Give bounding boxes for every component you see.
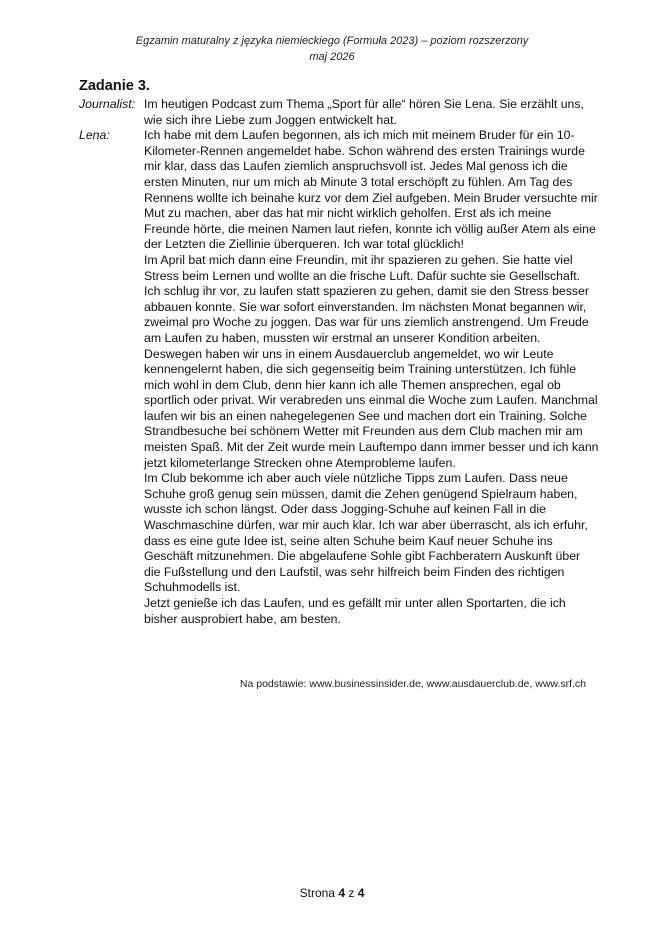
task-title: Zadanie 3.: [79, 78, 150, 94]
paragraph: Im heutigen Podcast zum Thema „Sport für alle“ hören Sie Lena. Sie erzählt uns, wie sich ihre Liebe zum Joggen entwickelt hat.: [144, 97, 584, 127]
source-note: Na podstawie: www.businessinsider.de, www.ausdauerclub.de, www.srf.ch: [239, 678, 586, 690]
speaker-label: Journalist:: [79, 97, 136, 111]
paragraph: Im April bat mich dann eine Freundin, mit ihr spazieren zu gehen. Sie hatte viel Stress beim Lernen und wollte an die frische Luft. Dafür suchte sie Gesellschaft. Ich schlug ihr vor, zu laufen statt spazieren zu gehen, damit sie den Stress besser abbauen konnte. Sie war sofort einverstanden. Im nächsten Monat begannen wir, zweimal pro Woche zu joggen. Das war für uns ziemlich anstrengend. Um Freude am Laufen zu haben, mussten wir erstmal an unserer Kondition arbeiten.: [144, 252, 589, 345]
dialog-turn-journalist: [79, 97, 599, 128]
paragraph: Deswegen haben wir uns in einem Ausdauerclub angemeldet, wo wir Leute kennengelernt haben, die sich gegenseitig beim Training unterstützen. Ich fühle mich wohl in dem Club, denn hier kann ich alle Themen ansprechen, egal ob sportlich oder privat. Wir verabreden uns einmal die Woche zum Laufen. Manchmal laufen wir bis an einen nahegelegenen See und machen dort ein Training. Solche Strandbesuche bei schönem Wetter mit Freunden aus dem Club machen mir am meisten Spaß. Mit der Zeit wurde mein Lauftempo dann immer besser und ich kann jetzt kilometerlange Strecken ohne Atemprobleme laufen.: [144, 346, 599, 470]
paragraph: Jetzt genieße ich das Laufen, und es gefällt mir unter allen Sportarten, die ich bisher ausprobiert habe, am besten.: [144, 596, 566, 626]
paragraph: Ich habe mit dem Laufen begonnen, als ich mich mit meinem Bruder für ein 10-Kilometer-Rennen angemeldet habe. Schon während des ersten Trainings wurde mir klar, dass das Laufen ziemlich anspruchsvoll ist. Jedes Mal genoss ich die ersten Minuten, nur um mich ab Minute 3 total erschöpft zu fühlen. Am Tag des Rennens wollte ich beinahe kurz vor dem Ziel aufgeben. Mein Bruder versuchte mir Mut zu machen, aber das hat mir nicht wirklich geholfen. Erst als ich meine Freunde hörte, die meinen Namen laut riefen, konnte ich völlig außer Atem als eine der Letzten die Ziellinie überqueren. Ich war total glücklich!: [144, 128, 598, 252]
dialog-turn-lena: [79, 128, 599, 627]
speech-text: [144, 128, 599, 627]
page-total: 4: [357, 886, 365, 900]
speech-text: [144, 97, 599, 128]
page-of: z: [348, 886, 355, 900]
dialog-text: [79, 97, 599, 627]
exam-title: Egzamin maturalny z języka niemieckiego (Formuła 2023) – poziom rozszerzony: [135, 35, 529, 47]
paragraph: Im Club bekomme ich aber auch viele nützliche Tipps zum Laufen. Dass neue Schuhe groß genug sein müssen, damit die Zehen genügend Spielraum haben, wusste ich schon längst. Oder dass Jogging-Schuhe auf keinen Fall in die Waschmaschine dürfen, war mir auch klar. Ich war aber überrascht, als ich erfuhr, dass es eine gute Idee ist, seine alten Schuhe beim Kauf neuer Schuhe ins Geschäft mitzunehmen. Die abgelaufene Sohle gibt Fachberatern Auskunft über die Fußstellung und den Laufstil, was sehr hilfreich beim Finden des richtigen Schuhmodells ist.: [144, 471, 588, 595]
page-number: 4: [338, 886, 345, 900]
speaker-label: Lena:: [79, 128, 110, 143]
page-footer: [0, 886, 664, 900]
exam-date: maj 2026: [309, 51, 355, 63]
page-label: Strona: [299, 886, 335, 900]
